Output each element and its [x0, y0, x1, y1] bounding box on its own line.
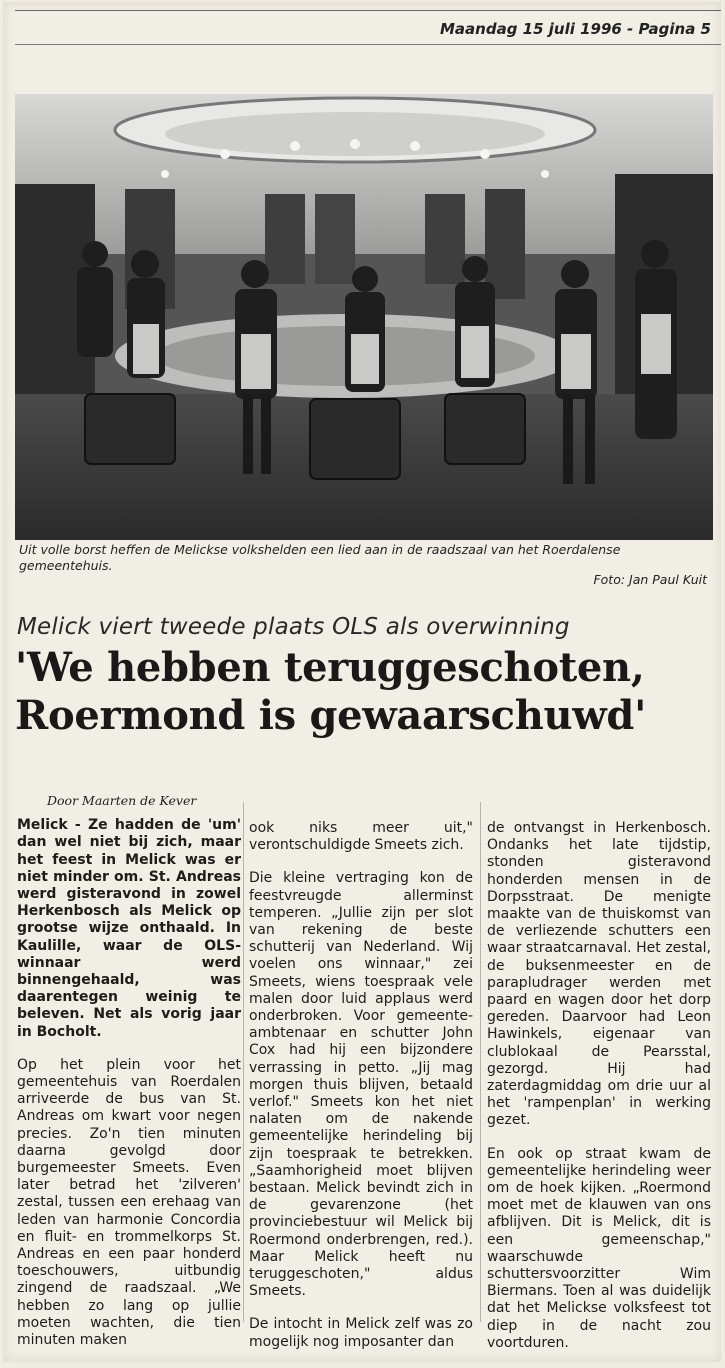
article-column-3: [487, 820, 711, 1368]
column-2-paragraph-3: De intocht in Melick zelf was zo mogelijk nog imposanter dan: [249, 1316, 473, 1350]
article-column-1: [17, 792, 241, 1365]
article-headline: [15, 644, 721, 740]
column-1-paragraph-2: Op het plein voor het gemeentehuis van Roerdalen arriveerde de bus van St. Andreas om kwart voor negen precies. Zo'n tien minuten daarna gevolgd door burgemeester Smeets. Even later betrad het 'zilveren' zestal, tussen een erehaag van leden van harmonie Concordia en fluit- en trommelkorps St. Andreas en een paar honderd toeschouwers, uitbundig zingend de raadszaal. „We hebben zo lang op jullie moeten wachten, die tien minuten maken: [17, 1056, 241, 1349]
header-rule: [15, 10, 721, 11]
byline: Door Maarten de Kever: [47, 793, 197, 808]
lead-paragraph: [17, 817, 241, 1041]
photo-credit: Foto: Jan Paul Kuit: [593, 572, 707, 587]
lead-text: - Ze hadden de 'um' dan wel niet bij zich, maar het feest in Melick was er niet minder om. St. Andreas werd gisteravond in zowel Herkenbosch als Melick op grootse wijze onthaald. In Kaulille, waar de OLS-winnaar werd binnengehaald, was daarentegen weinig te beleven. Net als vorig jaar in Bocholt.: [17, 817, 241, 1040]
column-2-paragraph-1: ook niks meer uit," verontschuldigde Smeets zich.: [249, 820, 473, 854]
article-kicker: Melick viert tweede plaats OLS als overwinning: [17, 614, 570, 640]
column-2-paragraph-2: Die kleine vertraging kon de feestvreugde allerminst temperen. „Jullie zijn per slot van rekening de beste schutterij van Nederland. Wij voelen ons winnaar," zei Smeets, wiens toespraak vele malen door luid applaus werd onderbroken. Voor gemeente-ambtenaar en schutter John Cox had hij een bijzondere verrassing in petto. „Jij mag morgen thuis blijven, betaald verlof." Smeets kon het niet nalaten om de nakende gemeentelijke herindeling bij zijn toespraak te betrekken. „Saamhorigheid moet blijven bestaan. Melick bevindt zich in de gevarenzone (het provinciebestuur wil Melick bij Roermond onderbrengen, red.). Maar Melick heeft nu teruggeschoten," aldus Smeets.: [249, 870, 473, 1300]
page-date-header: Maandag 15 juli 1996 - Pagina 5: [439, 20, 711, 38]
column-divider: [243, 802, 244, 1322]
dateline: Melick: [17, 817, 68, 834]
column-divider: [480, 802, 481, 1322]
column-3-paragraph-2: En ook op straat kwam de gemeentelijke herindeling weer om de hoek kijken. „Roermond moet met de klauwen van ons afblijven. Dit is Melick, dit is een gemeenschap," waarschuwde schuttersvoorzitter Wim Biermans. Toen al was duidelijk dat het Melickse volksfeest tot diep in de nacht zou voortduren.: [487, 1145, 711, 1351]
article-column-2: [249, 820, 473, 1367]
header-rule-bottom: [15, 44, 721, 45]
headline-line-1: 'We hebben teruggeschoten,: [15, 644, 645, 691]
photo-caption: Uit volle borst heffen de Melickse volkshelden een lied aan in de raadszaal van het Roerdalense gemeentehuis.: [19, 542, 621, 573]
newspaper-clipping: [3, 2, 721, 1362]
headline-line-2: Roermond is gewaarschuwd': [15, 692, 647, 739]
article-photo: [15, 94, 713, 540]
column-3-paragraph-1: de ontvangst in Herkenbosch. Ondanks het late tijdstip, stonden gisteravond honderden mensen in de Dorpsstraat. De menigte maakte van de thuiskomst van de verliezende schutters een waar straatcarnaval. Het zestal, de buksenmeester en de parapludrager werden met paard en wagen door het dorp gereden. Daarvoor had Leon Hawinkels, eigenaar van clublokaal de Pearsstal, gezorgd. Hij had zaterdagmiddag om drie uur al het 'rampenplan' in werking gezet.: [487, 820, 711, 1129]
